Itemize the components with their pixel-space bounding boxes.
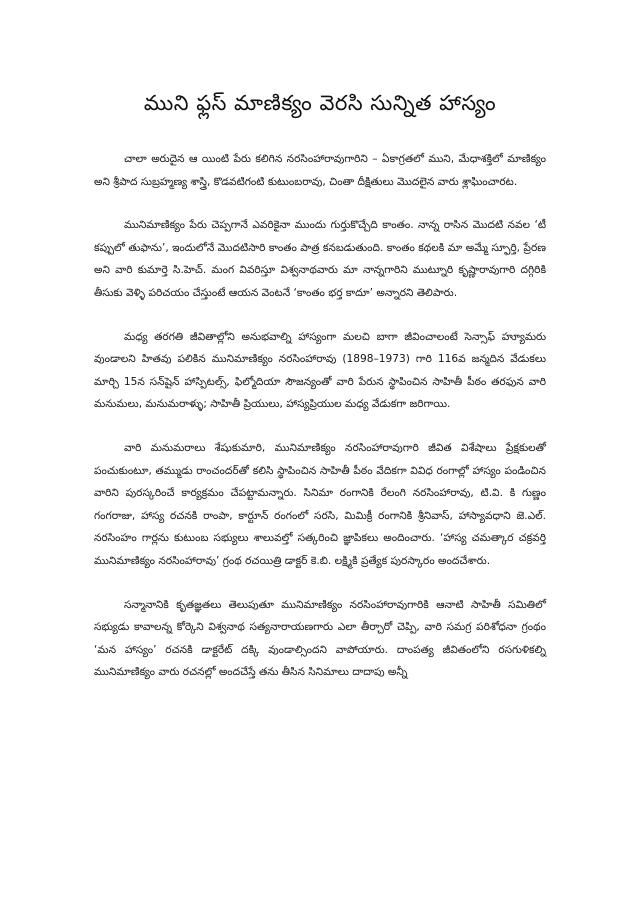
paragraph-5: సన్మానానికి కృతజ్ఞతలు తెలుపుతూ మునిమాణిక్యం నరసింహారావుగారికి ఆనాటి సాహితీ సమితిలో సభ్యుడు కావాలన్న కోర్కెని విశ్వనాథ సత్యనారాయణగారు ఎలా తీర్చారో చెప్పి, వారి సమగ్ర పరిశోధనా గ్రంథం ‘మన హాస్యం’ రచనకి డాక్టరేట్ దక్కి వుండాల్సిందని వాపోయారు. దాంపత్య జీవితంలోని రసగుళికల్ని మునిమాణిక్యం వారు రచనల్లో అందచేస్తే తను తీసిన సినిమాలు దాదాపు అన్నీ: [94, 598, 546, 679]
article-title: ముని ఫ్లస్ మాణిక్యం వెరసి సున్నిత హాస్యం: [143, 91, 497, 115]
paragraph-4: వారి మనుమరాలు శేషుకుమారి, మునిమాణిక్యం నరసింహారావుగారి జీవిత విశేషాలు ప్రేక్షకులతో పంచుకుంటూ, తమ్ముడు రాంచందర్‌తో కలిసి స్థాపించిన సాహితీ పీఠం వేదికగా వివిధ రంగాల్లో హాస్యం పండించిన వారిని పురస్కరించే కార్యక్రమం చేపట్టామన్నారు. సినిమా రంగానికి రేలంగి నరసింహారావు, టి.వి. కి గుణ్ణం గంగరాజు, హాస్య రచనకి రాంపా, కార్టూన్ రంగంలో సరసి, మిమిక్రీ రంగానికి శ్రీనివాస్, హాస్యావధాని జె.ఎల్. నరసింహం గార్లను కుటుంబ సభ్యులు శాలువల్తో సత్కరించి జ్ఞాపికలు అందించారు. ‘హాస్య చమత్కార చక్రవర్తి మునిమాణిక్యం నరసింహారావు’ గ్రంథ రచయిత్రి డాక్టర్ కె.బి. లక్ష్మికి ప్రత్యేక పురస్కారం అందచేశారు.: [94, 441, 546, 567]
article-body: [94, 148, 546, 684]
paragraph-1: చాలా అరుదైన ఆ యింటి పేరు కలిగిన నరసింహారావుగారిని – ఏకాగ్రతలో ముని, మేధాశక్తిలో మాణిక్యం అని శ్రీపాద సుబ్రహ్మణ్య శాస్త్రి, కొడవటిగంటి కుటుంబరావు, చింతా దీక్షితులు మొదలైన వారు శ్లాఘించారట.: [94, 153, 546, 188]
paragraph-2: మునిమాణిక్యం పేరు చెప్పగానే ఎవరికైనా ముందు గుర్తుకొచ్చేది కాంతం. నాన్న రాసిన మొదటి నవల ‘టీ కప్పులో తుఫాను’, ఇందులోనే మొదటిసారి కాంతం పాత్ర కనబడుతుంది. కాంతం కథలకి మా అమ్మే స్ఫూర్తి, ప్రేరణ అని వారి కుమార్తె సి.హెచ్. మంగ వివరిస్తూ విశ్వనాథవారు మా నాన్నగారిని ముట్నూరి కృష్ణారావుగారి దగ్గిరికి తీసుకు వెళ్ళి పరిచయం చేస్తుంటే ఆయన వెంటనే ‘కాంతం భర్త కాదూ’ అన్నారని తెలిపారు.: [94, 219, 546, 299]
paragraph-3: మధ్య తరగతి జీవితాల్లోని అనుభవాల్ని హాస్యంగా మలచి బాగా జీవించాలంటే సెన్సాఫ్ హ్యూమరు వుండాలని హితవు పలికిన మునిమాణిక్యం నరసింహారావు (1898–1973) గారి 116వ జన్మదిన వేడుకలు మార్చి 15న సన్‌షైన్ హాస్పిటల్స్, ఫిల్మోదియా సౌజన్యంతో వారి పేరున స్థాపించిన సాహితీ పీఠం తరఫున వారి మనుమలు, మనుమరాళ్ళు; సాహితీ ప్రియులు, హాస్యప్రియుల మధ్య వేడుకగా జరిగాయి.: [94, 330, 546, 411]
